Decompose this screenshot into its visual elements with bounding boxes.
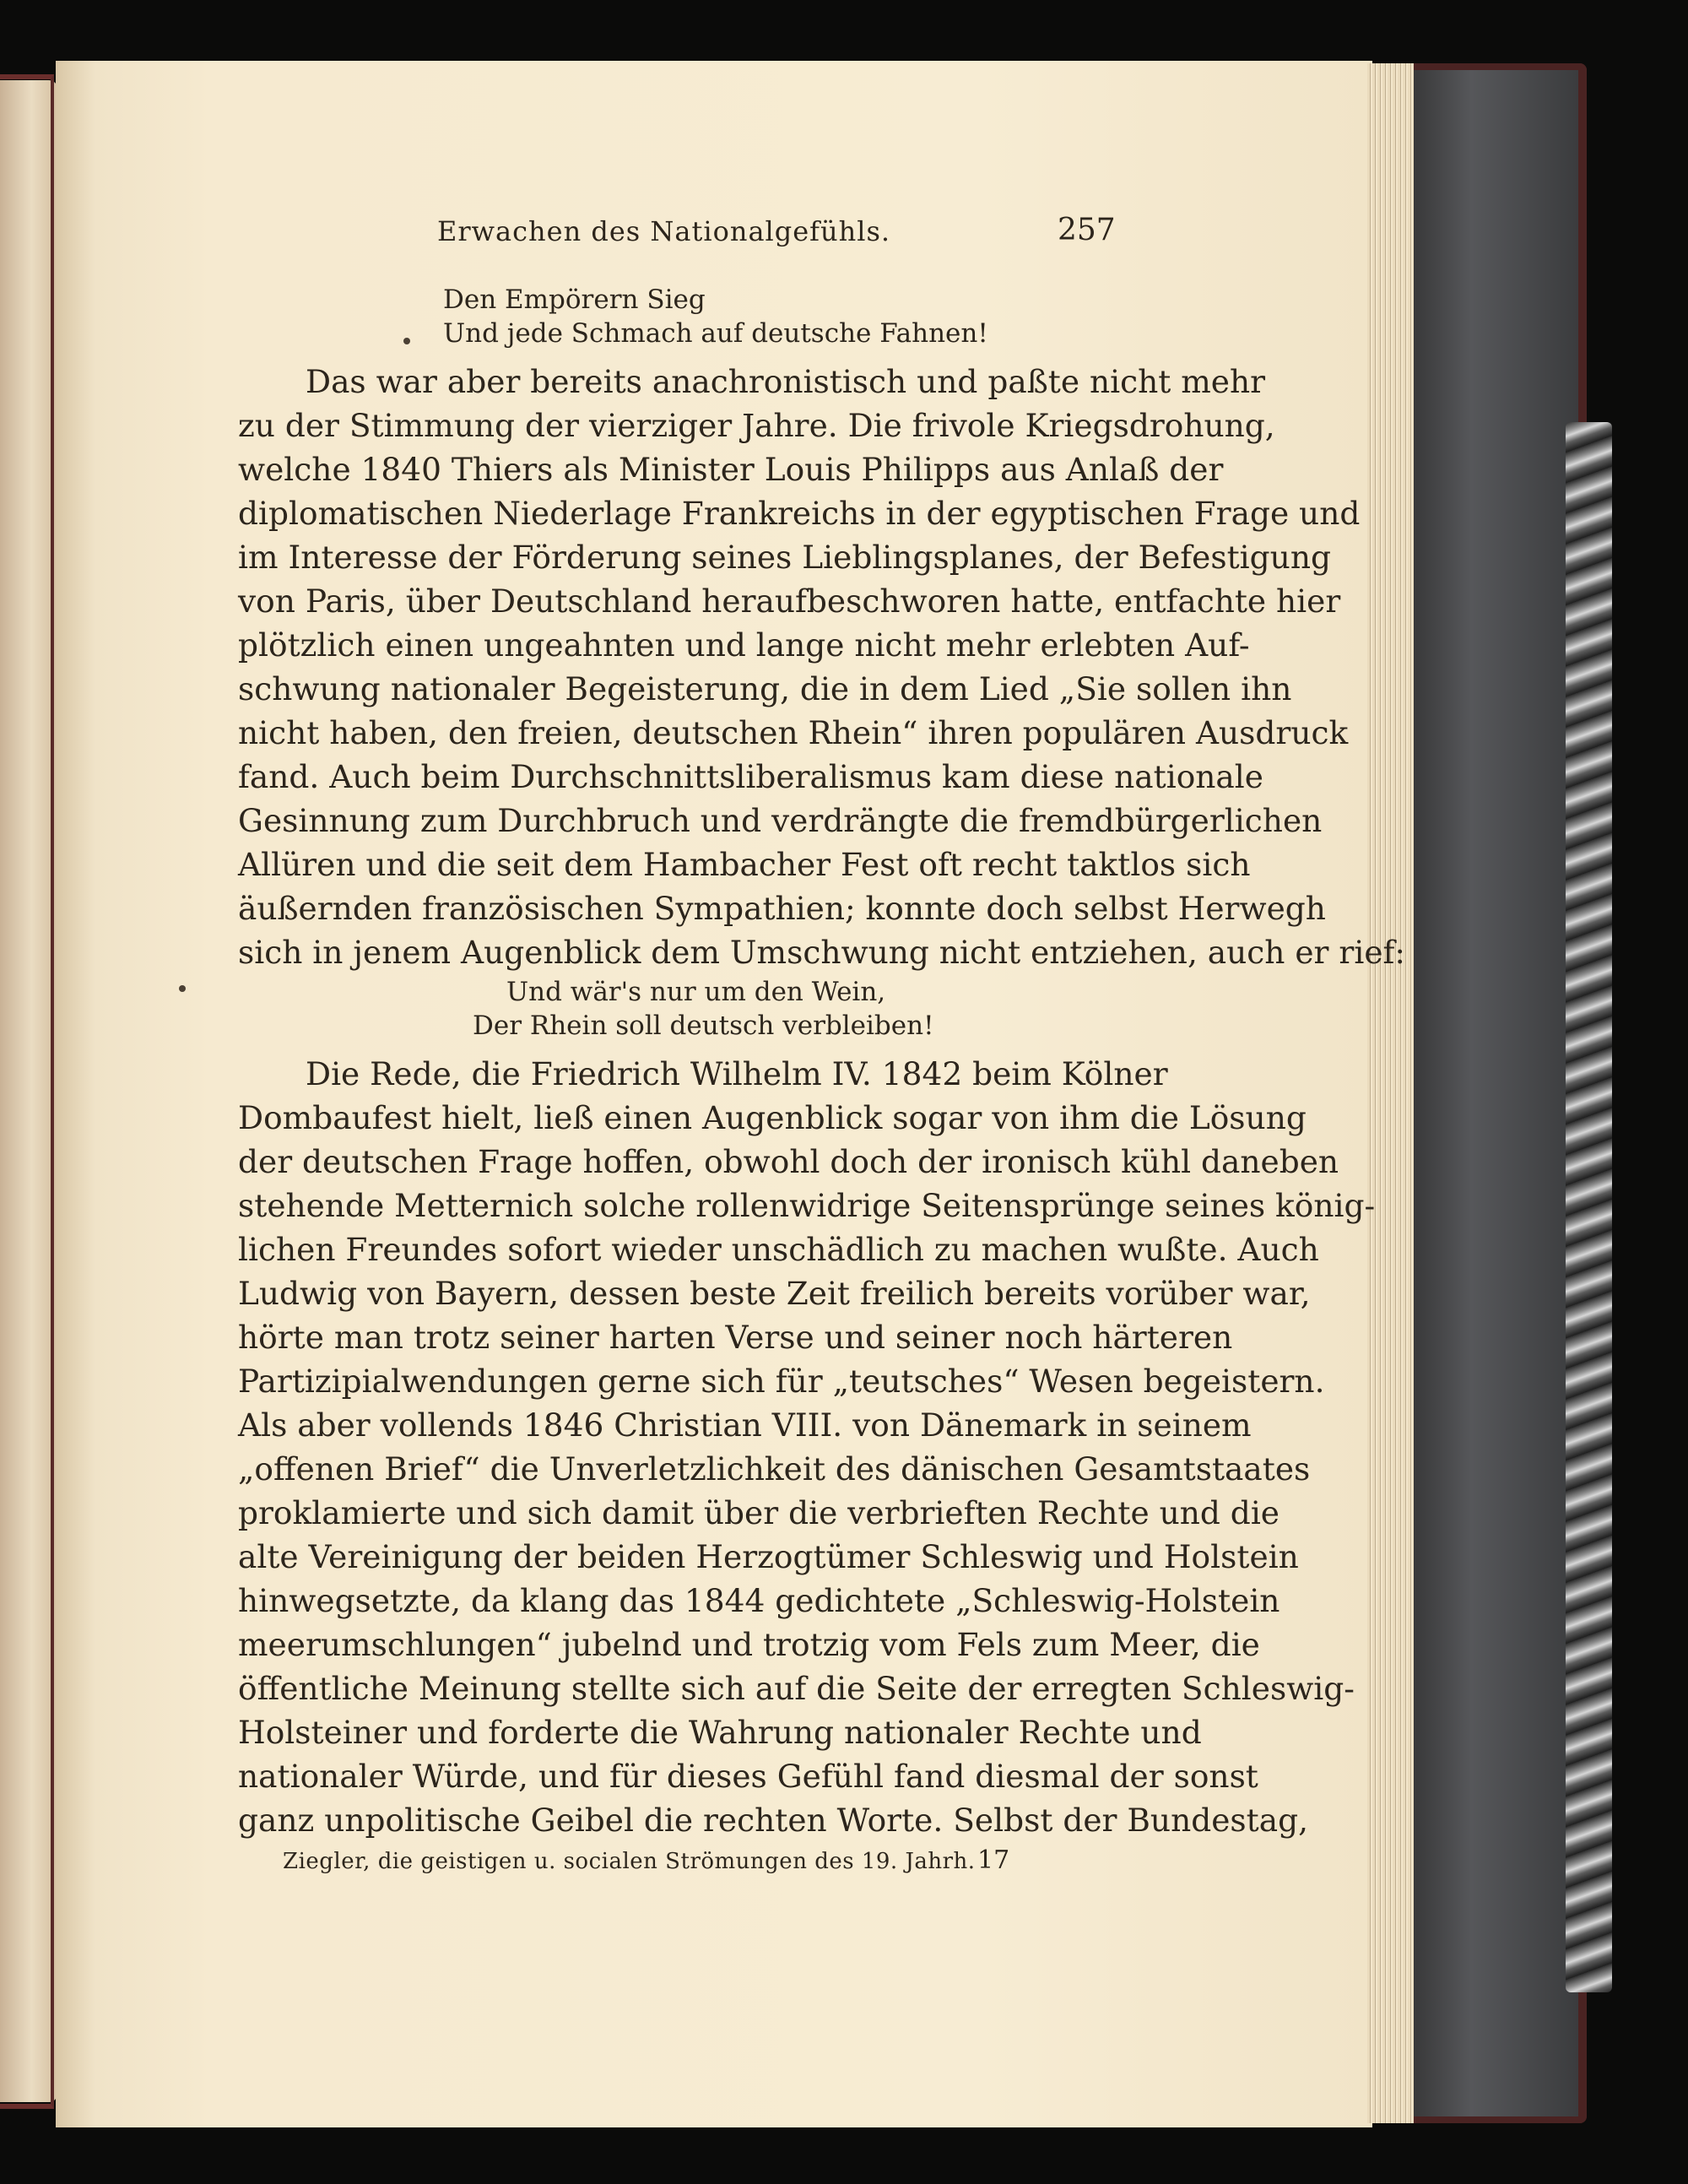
text-line: nicht haben, den freien, deutschen Rhein“ ihren populären Ausdruck [238, 714, 1349, 751]
text-line: „offenen Brief“ die Unverletzlichkeit des dänischen Gesamtstaates [238, 1450, 1311, 1488]
text-line: Dombaufest hielt, ließ einen Augenblick sogar von ihm die Lösung [238, 1099, 1307, 1136]
ink-speck [403, 338, 410, 344]
page-number: 257 [1058, 213, 1116, 247]
footer-title: Ziegler, die geistigen u. socialen Strömungen des 19. Jahrh. [283, 1849, 976, 1874]
text-line: der deutschen Frage hoffen, obwohl doch der ironisch kühl daneben [238, 1143, 1339, 1180]
text-line: Das war aber bereits anachronistisch und paßte nicht mehr [306, 363, 1266, 400]
text-line: ganz unpolitische Geibel die rechten Worte. Selbst der Bundestag, [238, 1802, 1309, 1839]
text-line: im Interesse der Förderung seines Lieblingsplanes, der Befestigung [238, 539, 1331, 576]
text-line: Gesinnung zum Durchbruch und verdrängte die fremdbürgerlichen [238, 802, 1323, 839]
text-line: hörte man trotz seiner harten Verse und seiner noch härteren [238, 1319, 1233, 1356]
text-line: Holsteiner und forderte die Wahrung nationaler Rechte und [238, 1714, 1202, 1751]
text-line: äußernden französischen Sympathien; konnte doch selbst Herwegh [238, 890, 1326, 927]
text-line: meerumschlungen“ jubelnd und trotzig vom Fels zum Meer, die [238, 1626, 1260, 1663]
signature-mark: 17 [977, 1845, 1010, 1875]
text-line: Allüren und die seit dem Hambacher Fest oft recht taktlos sich [238, 846, 1251, 883]
text-line: lichen Freundes sofort wieder unschädlich zu machen wußte. Auch [238, 1231, 1319, 1268]
text-line: Partizipialwendungen gerne sich für „teutsches“ Wesen begeistern. [238, 1363, 1325, 1400]
verse-line: Und jede Schmach auf deutsche Fahnen! [443, 318, 988, 349]
text-line: diplomatischen Niederlage Frankreichs in der egyptischen Frage und [238, 495, 1361, 532]
text-line: öffentliche Meinung stellte sich auf die Seite der erregten Schleswig- [238, 1670, 1355, 1707]
text-line: plötzlich einen ungeahnten und lange nicht mehr erlebten Auf- [238, 626, 1250, 664]
text-line: hinwegsetzte, da klang das 1844 gedichtete „Schleswig-Holstein [238, 1582, 1280, 1619]
text-line: stehende Metternich solche rollenwidrige Seitensprünge seines könig- [238, 1187, 1376, 1224]
text-line: proklamierte und sich damit über die verbrieften Rechte und die [238, 1494, 1280, 1531]
text-line: nationaler Würde, und für dieses Gefühl fand diesmal der sonst [238, 1758, 1258, 1795]
text-line: Ludwig von Bayern, dessen beste Zeit freilich bereits vorüber war, [238, 1275, 1311, 1312]
text-line: Als aber vollends 1846 Christian VIII. von Dänemark in seinem [238, 1406, 1252, 1444]
text-line: von Paris, über Deutschland heraufbeschworen hatte, entfachte hier [238, 583, 1341, 620]
ink-speck [179, 985, 186, 992]
text-line: zu der Stimmung der vierziger Jahre. Die frivole Kriegsdrohung, [238, 407, 1275, 444]
text-line: sich in jenem Augenblick dem Umschwung nicht entziehen, auch er rief: [238, 934, 1406, 971]
text-line: alte Vereinigung der beiden Herzogtümer Schleswig und Holstein [238, 1538, 1299, 1575]
text-line: fand. Auch beim Durchschnittsliberalismus kam diese nationale [238, 758, 1263, 795]
text-line: Die Rede, die Friedrich Wilhelm IV. 1842 beim Kölner [306, 1055, 1168, 1092]
running-head: Erwachen des Nationalgefühls. [437, 215, 891, 247]
verse-line: Den Empörern Sieg [443, 285, 706, 315]
verse-line: Der Rhein soll deutsch verbleiben! [473, 1011, 934, 1041]
text-line: welche 1840 Thiers als Minister Louis Philipps aus Anlaß der [238, 451, 1224, 488]
text-line: schwung nationaler Begeisterung, die in dem Lied „Sie sollen ihn [238, 670, 1292, 707]
verse-line: Und wär's nur um den Wein, [506, 977, 886, 1007]
